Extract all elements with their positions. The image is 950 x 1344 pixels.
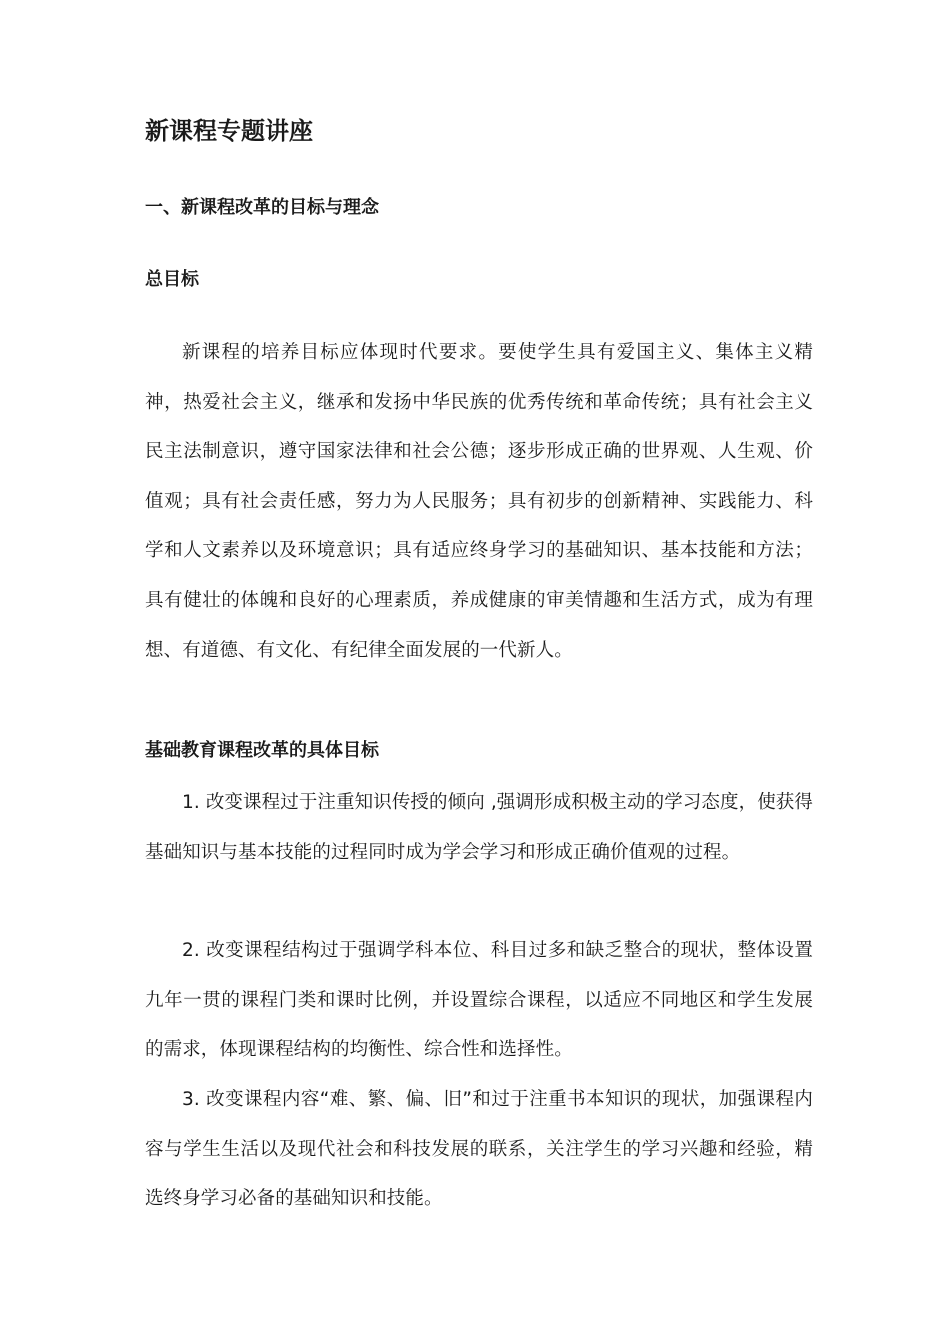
specific-goal-item-1: 1. 改变课程过于注重知识传授的倾向 ,强调形成积极主动的学习态度，使获得基础知识与基本技能的过程同时成为学会学习和形成正确价值观的过程。 — [145, 792, 813, 863]
specific-goal-item-3: 3. 改变课程内容“难、繁、偏、旧”和过于注重书本知识的现状，加强课程内容与学生生活以及现代社会和科技发展的联系，关注学生的学习兴趣和经验，精选终身学习必备的基础知识和技能。 — [145, 1089, 813, 1210]
general-goal-paragraph: 新课程的培养目标应体现时代要求。要使学生具有爱国主义、集体主义精神，热爱社会主义，继承和发扬中华民族的优秀传统和革命传统；具有社会主义民主法制意识，遵守国家法律和社会公德；逐步形成正确的世界观、人生观、价值观；具有社会责任感，努力为人民服务；具有初步的创新精神、实践能力、科学和人文素养以及环境意识；具有适应终身学习的基础知识、基本技能和方法；具有健壮的体魄和良好的心理素质，养成健康的审美情趣和生活方式，成为有理想、有道德、有文化、有纪律全面发展的一代新人。 — [145, 342, 813, 661]
general-goal-heading: 总目标 — [145, 269, 199, 290]
specific-goal-item-2: 2. 改变课程结构过于强调学科本位、科目过多和缺乏整合的现状，整体设置九年一贯的课程门类和课时比例，并设置综合课程，以适应不同地区和学生发展的需求，体现课程结构的均衡性、综合性和选择性。 — [145, 940, 813, 1061]
document-title: 新课程专题讲座 — [145, 117, 313, 145]
specific-goals-heading: 基础教育课程改革的具体目标 — [145, 740, 379, 761]
section-heading-goals-and-concepts: 一、新课程改革的目标与理念 — [145, 197, 379, 218]
